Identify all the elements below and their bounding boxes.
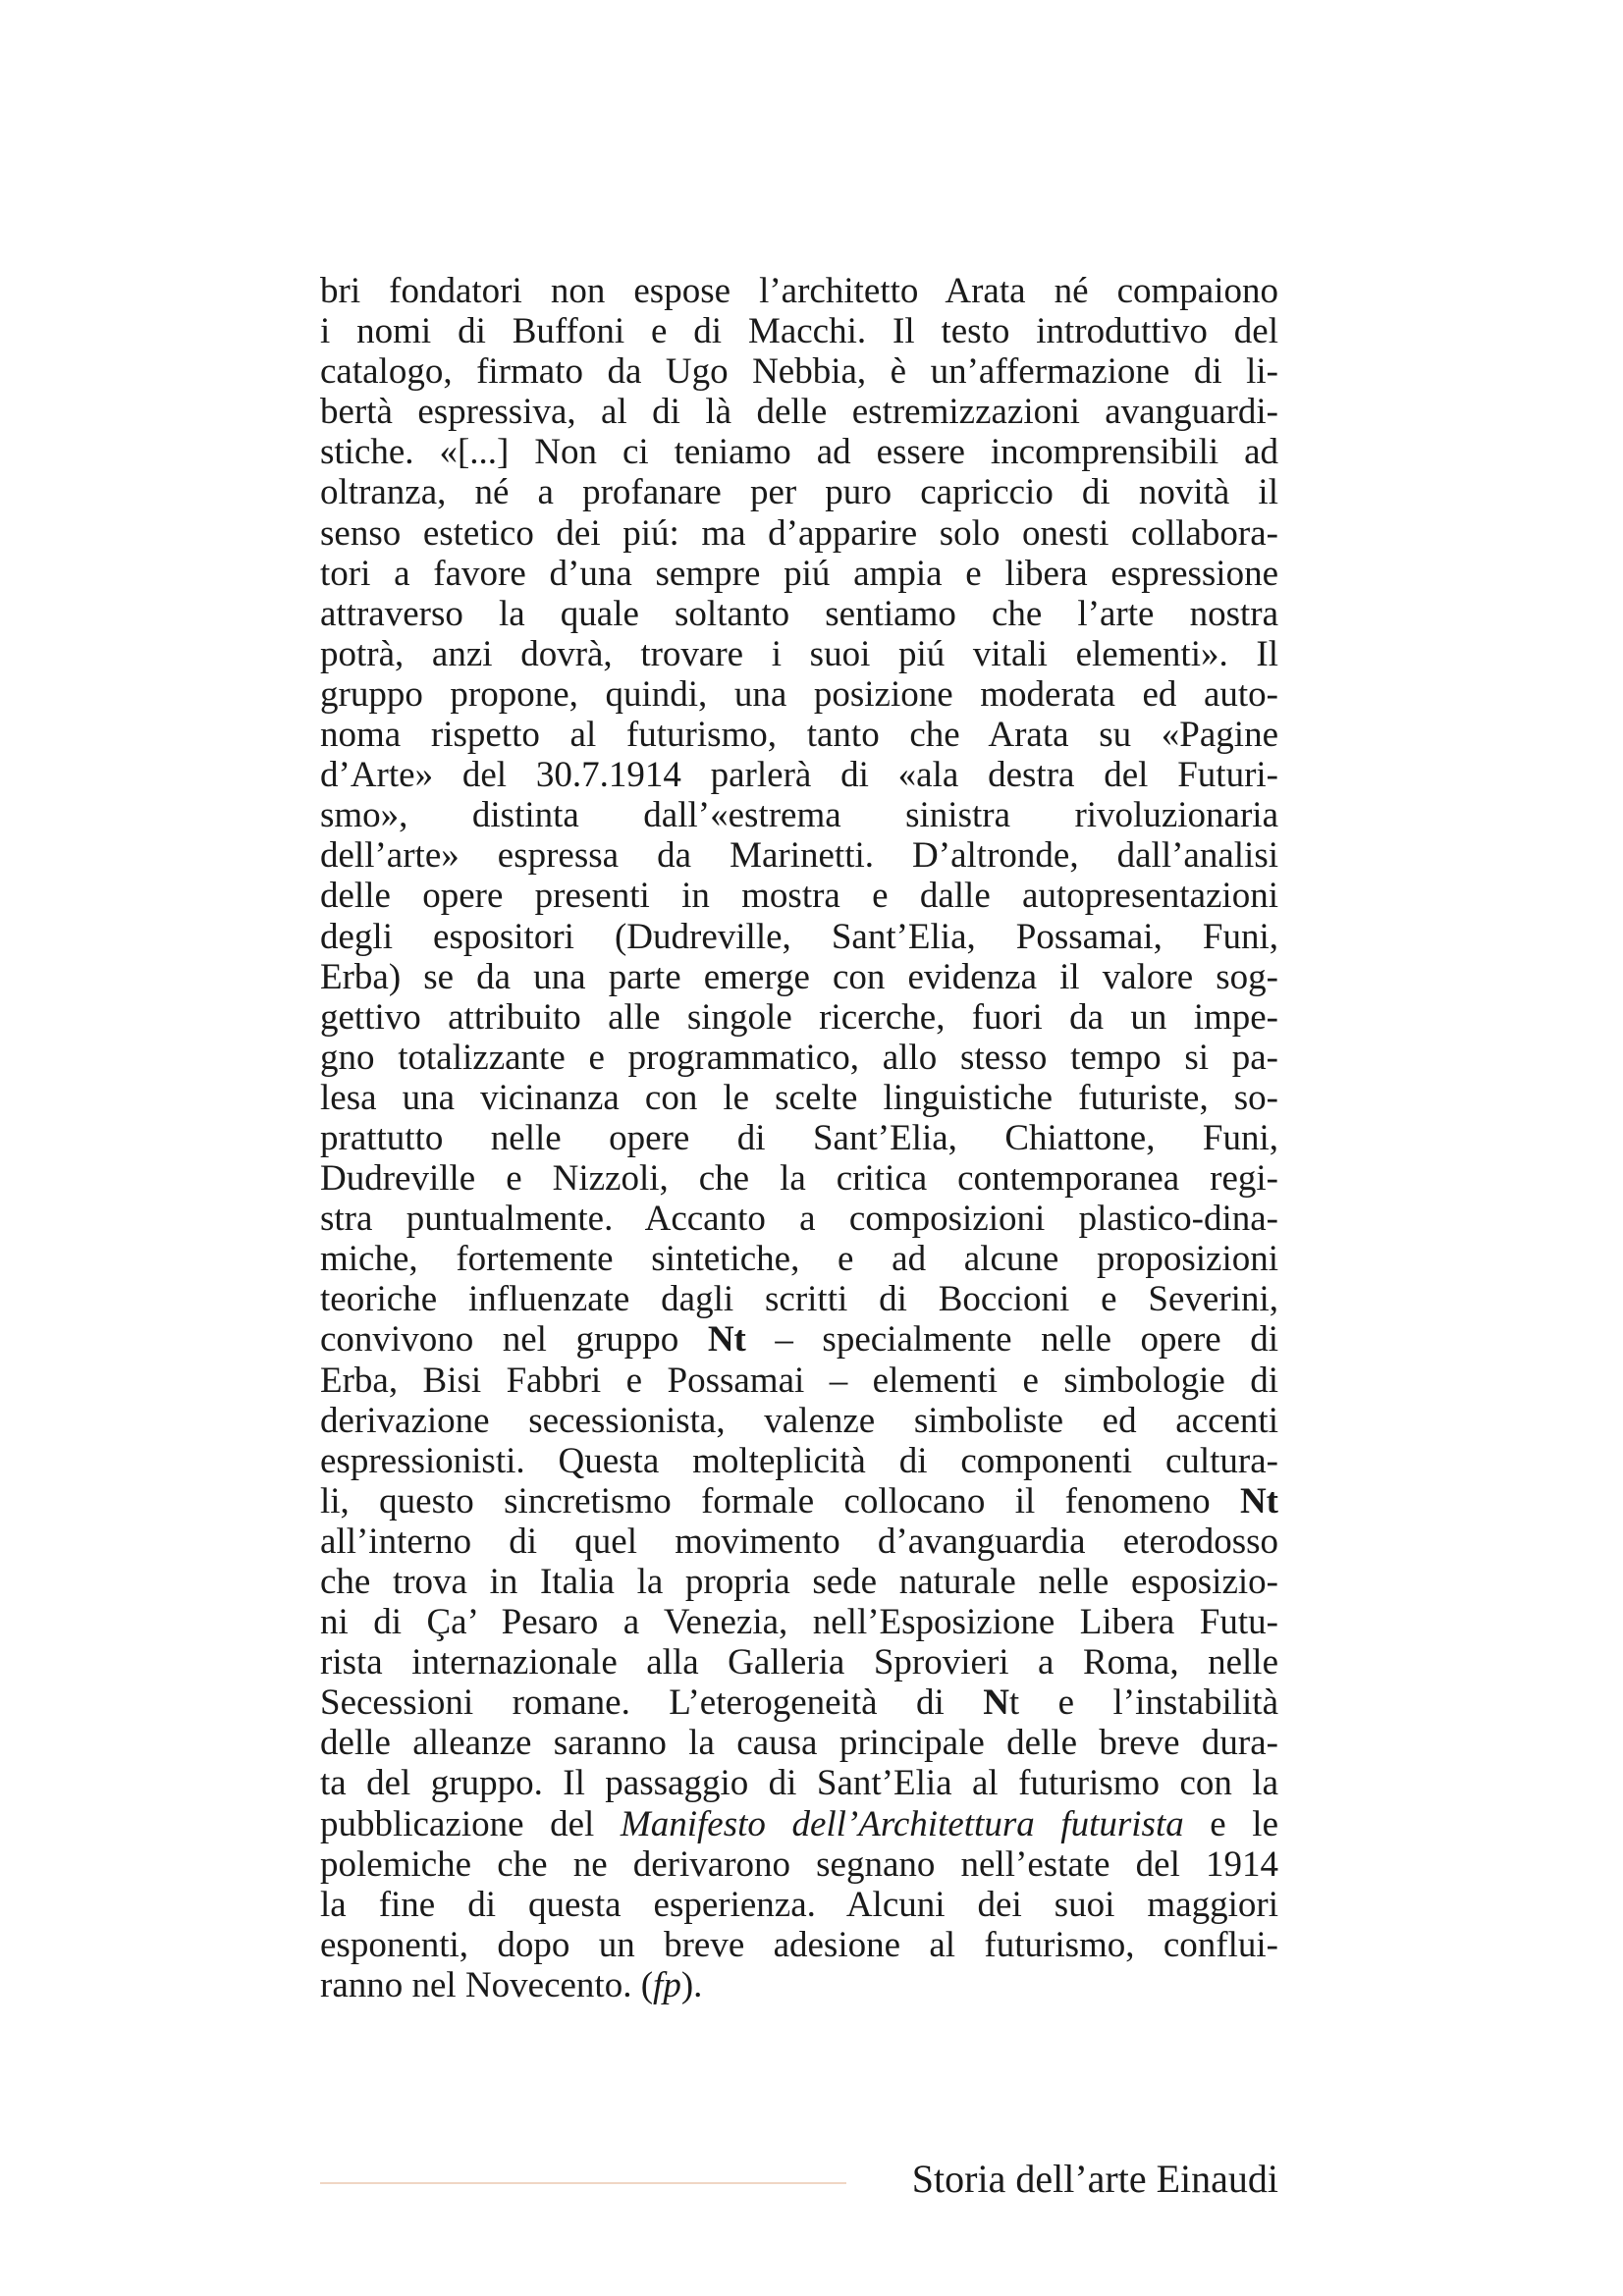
nt-bold: N: [983, 1682, 1009, 1724]
text-line: gettivo attribuito alle singole ricerche, fuori da un impe-: [320, 996, 1278, 1038]
text-line: delle alleanze saranno la causa principale delle breve dura-: [320, 1723, 1278, 1764]
text-line: gno totalizzante e programmatico, allo stesso tempo si pa-: [320, 1037, 1278, 1078]
text-line: smo», distinta dall’«estrema sinistra rivoluzionaria: [320, 795, 1278, 836]
text-line: Erba, Bisi Fabbri e Possamai – elementi e simbologie di: [320, 1360, 1278, 1401]
text-line: stiche. «[...] Non ci teniamo ad essere incomprensibili ad: [320, 432, 1278, 473]
text-line-manifesto: pubblicazione del Manifesto dell’Architettura futurista e le: [320, 1803, 1279, 1844]
text-line: bri fondatori non espose l’architetto Arata né compaiono: [320, 271, 1278, 311]
text-line: dell’arte» espressa da Marinetti. D’altronde, dall’analisi: [320, 835, 1278, 877]
text-line: potrà, anzi dovrà, trovare i suoi piú vitali elementi». Il: [320, 633, 1278, 674]
text-line: bertà espressiva, al di là delle estremizzazioni avanguardi-: [320, 392, 1278, 433]
text-line: tori a favore d’una sempre piú ampia e libera espressione: [320, 553, 1278, 594]
text-line: Erba) se da una parte emerge con evidenza il valore sog-: [320, 956, 1278, 997]
text-line: oltranza, né a profanare per puro capriccio di novità il: [320, 472, 1278, 513]
text-line: polemiche che ne derivarono segnano nell’estate del 1914: [320, 1843, 1278, 1885]
paragraph-block: [320, 1844, 1278, 1965]
body-text: [320, 271, 1278, 2005]
text-line: esponenti, dopo un breve adesione al futurismo, conflui-: [320, 1924, 1278, 1965]
footer-rule: [320, 2182, 846, 2184]
text-line: rista internazionale alla Galleria Sprovieri a Roma, nelle: [320, 1642, 1278, 1683]
text-line: espressionisti. Questa molteplicità di componenti cultura-: [320, 1440, 1278, 1481]
nt-bold: Nt: [707, 1319, 746, 1361]
text-line-nt: convivono nel gruppo Nt – specialmente nelle opere di: [320, 1319, 1279, 1361]
text-line: miche, fortemente sintetiche, e ad alcune proposizioni: [320, 1239, 1278, 1280]
text-line: noma rispetto al futurismo, tanto che Arata su «Pagine: [320, 715, 1278, 756]
text-line: delle opere presenti in mostra e dalle autopresentazioni: [320, 876, 1278, 917]
text-line: degli espositori (Dudreville, Sant’Elia, Possamai, Funi,: [320, 916, 1278, 957]
text-line: la fine di questa esperienza. Alcuni dei suoi maggiori: [320, 1884, 1278, 1925]
manifesto-title: Manifesto dell’Architettura futurista: [620, 1803, 1184, 1844]
text-line: teoriche influenzate dagli scritti di Boccioni e Severini,: [320, 1279, 1278, 1320]
text-line: Dudreville e Nizzoli, che la critica contemporanea regi-: [320, 1158, 1278, 1200]
text-line-last: ranno nel Novecento. (fp).: [320, 1964, 703, 2005]
text-line: i nomi di Buffoni e di Macchi. Il testo introduttivo del: [320, 311, 1278, 352]
text-line: ta del gruppo. Il passaggio di Sant’Elia al futurismo con la: [320, 1763, 1278, 1804]
text-line: gruppo propone, quindi, una posizione moderata ed auto-: [320, 673, 1278, 715]
text-line: ni di Ça’ Pesaro a Venezia, nell’Esposizione Libera Futu-: [320, 1602, 1278, 1643]
footer-title: Storia dell’arte Einaudi: [911, 2157, 1278, 2201]
paragraph-block: [320, 1361, 1278, 1481]
text-line: derivazione secessionista, valenze simboliste ed accenti: [320, 1400, 1278, 1441]
text-line: attraverso la quale soltanto sentiamo che l’arte nostra: [320, 593, 1278, 634]
paragraph-block: [320, 271, 1278, 1319]
text-line-nt: li, questo sincretismo formale collocano il fenomeno Nt: [320, 1480, 1278, 1522]
paragraph-block: [320, 1522, 1278, 1682]
text-line: all’interno di quel movimento d’avanguardia eterodosso: [320, 1521, 1278, 1562]
text-line-nt: Secessioni romane. L’eterogeneità di Nt e l’instabilità: [320, 1682, 1278, 1724]
paragraph-block: [320, 1723, 1278, 1803]
text-line: d’Arte» del 30.7.1914 parlerà di «ala destra del Futuri-: [320, 755, 1278, 796]
nt-bold: Nt: [1239, 1480, 1278, 1522]
author-initials: fp: [653, 1964, 681, 2005]
text-line: prattutto nelle opere di Sant’Elia, Chiattone, Funi,: [320, 1117, 1278, 1158]
text-line: catalogo, firmato da Ugo Nebbia, è un’affermazione di li-: [320, 351, 1278, 393]
text-line: che trova in Italia la propria sede naturale nelle esposizio-: [320, 1562, 1278, 1602]
text-line: senso estetico dei piú: ma d’apparire solo onesti collabora-: [320, 512, 1278, 554]
text-line: stra puntualmente. Accanto a composizioni plastico-dina-: [320, 1199, 1278, 1240]
text-line: lesa una vicinanza con le scelte linguistiche futuriste, so-: [320, 1077, 1278, 1118]
